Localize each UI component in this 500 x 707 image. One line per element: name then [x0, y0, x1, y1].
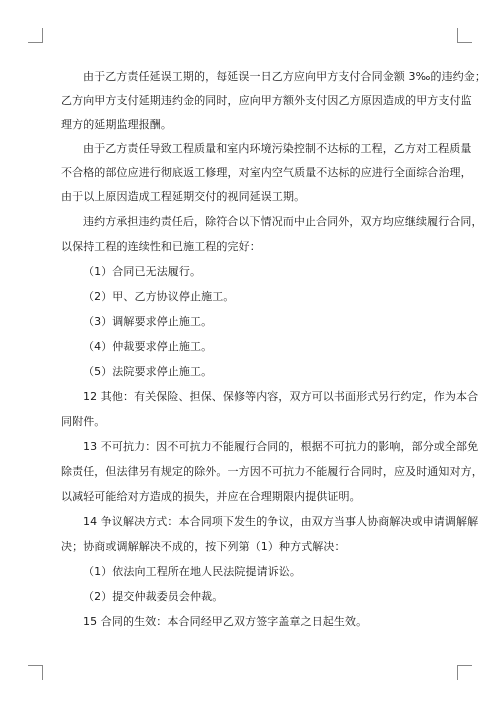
text-line: 15 合同的生效：本合同经甲乙双方签字盖章之日起生效。 — [83, 615, 368, 628]
text-line: 12 其他：有关保险、担保、保修等内容，双方可以书面形式另行约定，作为本合 — [83, 390, 479, 403]
text-line: 违约方承担违约责任后，除符合以下情况而中止合同外，双方均应继续履行合同， — [83, 215, 483, 228]
crop-mark-bottom-right — [457, 665, 472, 680]
list-item: （1）依法向工程所在地人民法院提请诉讼。 — [83, 565, 301, 578]
text-line: 同附件。 — [61, 415, 106, 428]
text-line: 以减轻可能给对方造成的损失，并应在合理期限内提供证明。 — [61, 490, 361, 503]
text-line: 以保持工程的连续性和已施工程的完好： — [61, 240, 261, 253]
list-item: （5）法院要求停止施工。 — [83, 365, 213, 378]
list-item: （4）仲裁要求停止施工。 — [83, 340, 213, 353]
list-item: （1）合同已无法履行。 — [83, 265, 202, 278]
crop-mark-bottom-left — [28, 665, 43, 680]
document-body — [61, 70, 486, 629]
crop-mark-top-right — [457, 28, 472, 43]
list-item: （2）提交仲裁委员会仲裁。 — [83, 590, 224, 603]
list-item: （3）调解要求停止施工。 — [83, 315, 213, 328]
text-line: 决；协商或调解解决不成的，按下列第（1）种方式解决： — [61, 540, 346, 553]
crop-mark-top-left — [28, 28, 43, 43]
text-line: 由于乙方责任导致工程质量和室内环境污染控制不达标的工程，乙方对工程质量 — [83, 142, 472, 155]
text-line: 由于乙方责任延误工期的，每延误一日乙方应向甲方支付合同金额 3‰的违约金； — [83, 70, 486, 83]
text-line: 由于以上原因造成工程延期交付的视同延误工期。 — [61, 190, 306, 203]
text-line: 理方的延期监理报酬。 — [61, 118, 172, 131]
text-line: 乙方向甲方支付延期违约金的同时，应向甲方额外支付因乙方原因造成的甲方支付监 — [61, 94, 472, 107]
text-line: 除责任，但法律另有规定的除外。一方因不可抗力不能履行合同时，应及时通知对方， — [61, 465, 483, 478]
list-item: （2）甲、乙方协议停止施工。 — [83, 290, 235, 303]
text-line: 13 不可抗力：因不可抗力不能履行合同的，根据不可抗力的影响，部分或全部免 — [83, 440, 479, 453]
text-line: 不合格的部位应进行彻底返工修理，对室内空气质量不达标的应进行全面综合治理， — [61, 166, 472, 179]
text-line: 14 争议解决方式：本合同项下发生的争议，由双方当事人协商解决或申请调解解 — [83, 515, 479, 528]
